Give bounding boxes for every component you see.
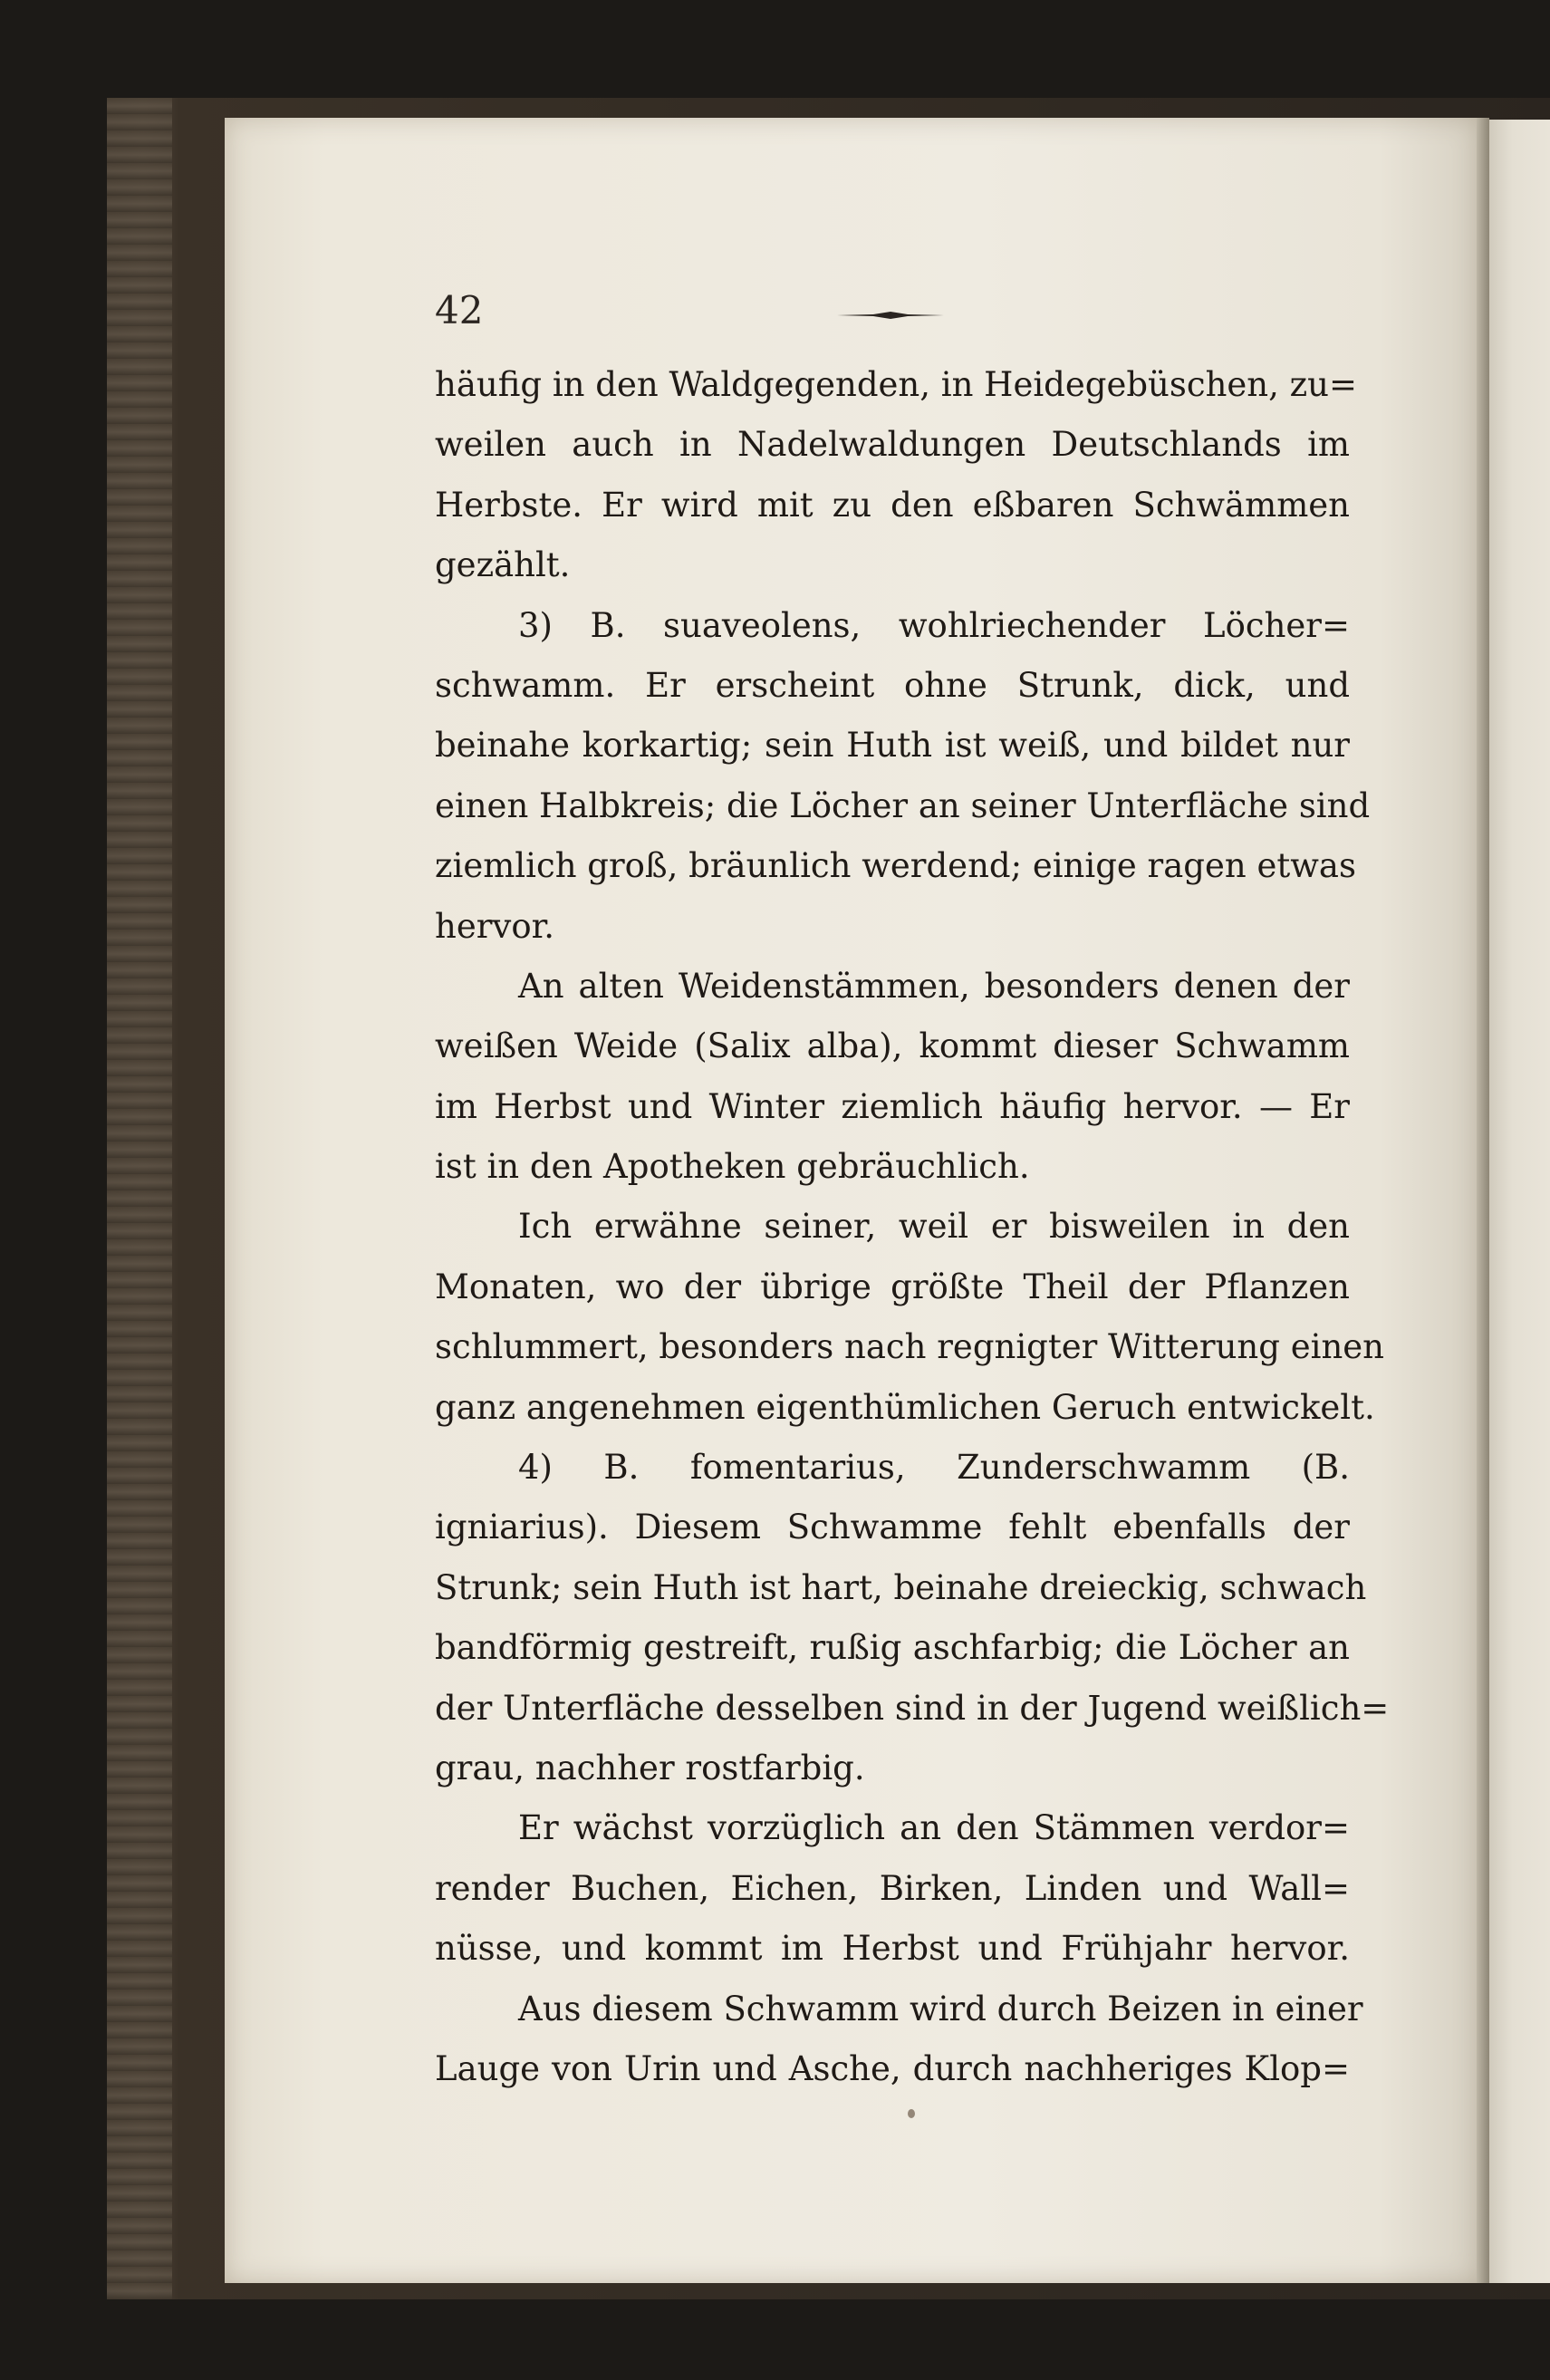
text-line: grau, nachher rostfarbig.	[435, 1748, 865, 1787]
text-line: beinahe korkartig; sein Huth ist weiß, und bildet nur	[435, 726, 1350, 766]
text-line: nüsse, und kommt im Herbst und Frühjahr hervor.	[435, 1929, 1350, 1969]
book-spine-edge	[107, 98, 172, 2299]
text-line: Monaten, wo der übrige größte Theil der Pflanzen	[435, 1267, 1350, 1306]
text-line: im Herbst und Winter ziemlich häufig hervor. — Er	[435, 1086, 1350, 1126]
text-line: igniarius). Diesem Schwamme fehlt ebenfalls der	[435, 1508, 1350, 1547]
text-line: 3) B. suaveolens, wohlriechender Löcher=	[518, 605, 1350, 645]
text-line: einen Halbkreis; die Löcher an seiner Unterfläche sind	[435, 785, 1371, 825]
text-line: render Buchen, Eichen, Birken, Linden und Wall=	[435, 1868, 1350, 1908]
text-line: Aus diesem Schwamm wird durch Beizen in einer	[518, 1989, 1363, 2028]
text-line: ist in den Apotheken gebräuchlich.	[435, 1147, 1030, 1187]
ink-speck	[908, 2109, 915, 2118]
text-line: weilen auch in Nadelwaldungen Deutschlands im	[435, 425, 1350, 465]
text-line: bandförmig gestreift, rußig aschfarbig; die Löcher an	[435, 1628, 1350, 1668]
page-gutter	[1477, 118, 1489, 2283]
text-line: An alten Weidenstämmen, besonders denen der	[518, 966, 1350, 1006]
text-line: Herbste. Er wird mit zu den eßbaren Schwämmen	[435, 485, 1350, 525]
facing-page-edge	[1487, 120, 1550, 2283]
text-line: ganz angenehmen eigenthümlichen Geruch entwickelt.	[435, 1387, 1375, 1427]
text-line: ziemlich groß, bräunlich werdend; einige ragen etwas	[435, 846, 1356, 886]
header-ornament-rule	[837, 310, 944, 321]
text-line: hervor.	[435, 906, 554, 946]
text-line: schlummert, besonders nach regnigter Witterung einen	[435, 1327, 1384, 1367]
text-line: Ich erwähne seiner, weil er bisweilen in den	[518, 1207, 1350, 1247]
text-line: schwamm. Er erscheint ohne Strunk, dick, und	[435, 665, 1350, 705]
text-line: Lauge von Urin und Asche, durch nachheriges Klop=	[435, 2048, 1350, 2088]
text-line: Strunk; sein Huth ist hart, beinahe dreieckig, schwach	[435, 1567, 1367, 1607]
page-text	[435, 355, 1390, 2099]
text-line: Er wächst vorzüglich an den Stämmen verdor=	[518, 1808, 1350, 1848]
text-line: der Unterfläche desselben sind in der Jugend weißlich=	[435, 1688, 1390, 1728]
text-line: häufig in den Waldgegenden, in Heidegebüschen, zu=	[435, 365, 1357, 404]
text-line: 4) B. fomentarius, Zunderschwamm (B.	[518, 1448, 1350, 1488]
page-number: 42	[435, 288, 484, 332]
text-line: gezählt.	[435, 545, 571, 585]
text-line: weißen Weide (Salix alba), kommt dieser Schwamm	[435, 1026, 1350, 1066]
